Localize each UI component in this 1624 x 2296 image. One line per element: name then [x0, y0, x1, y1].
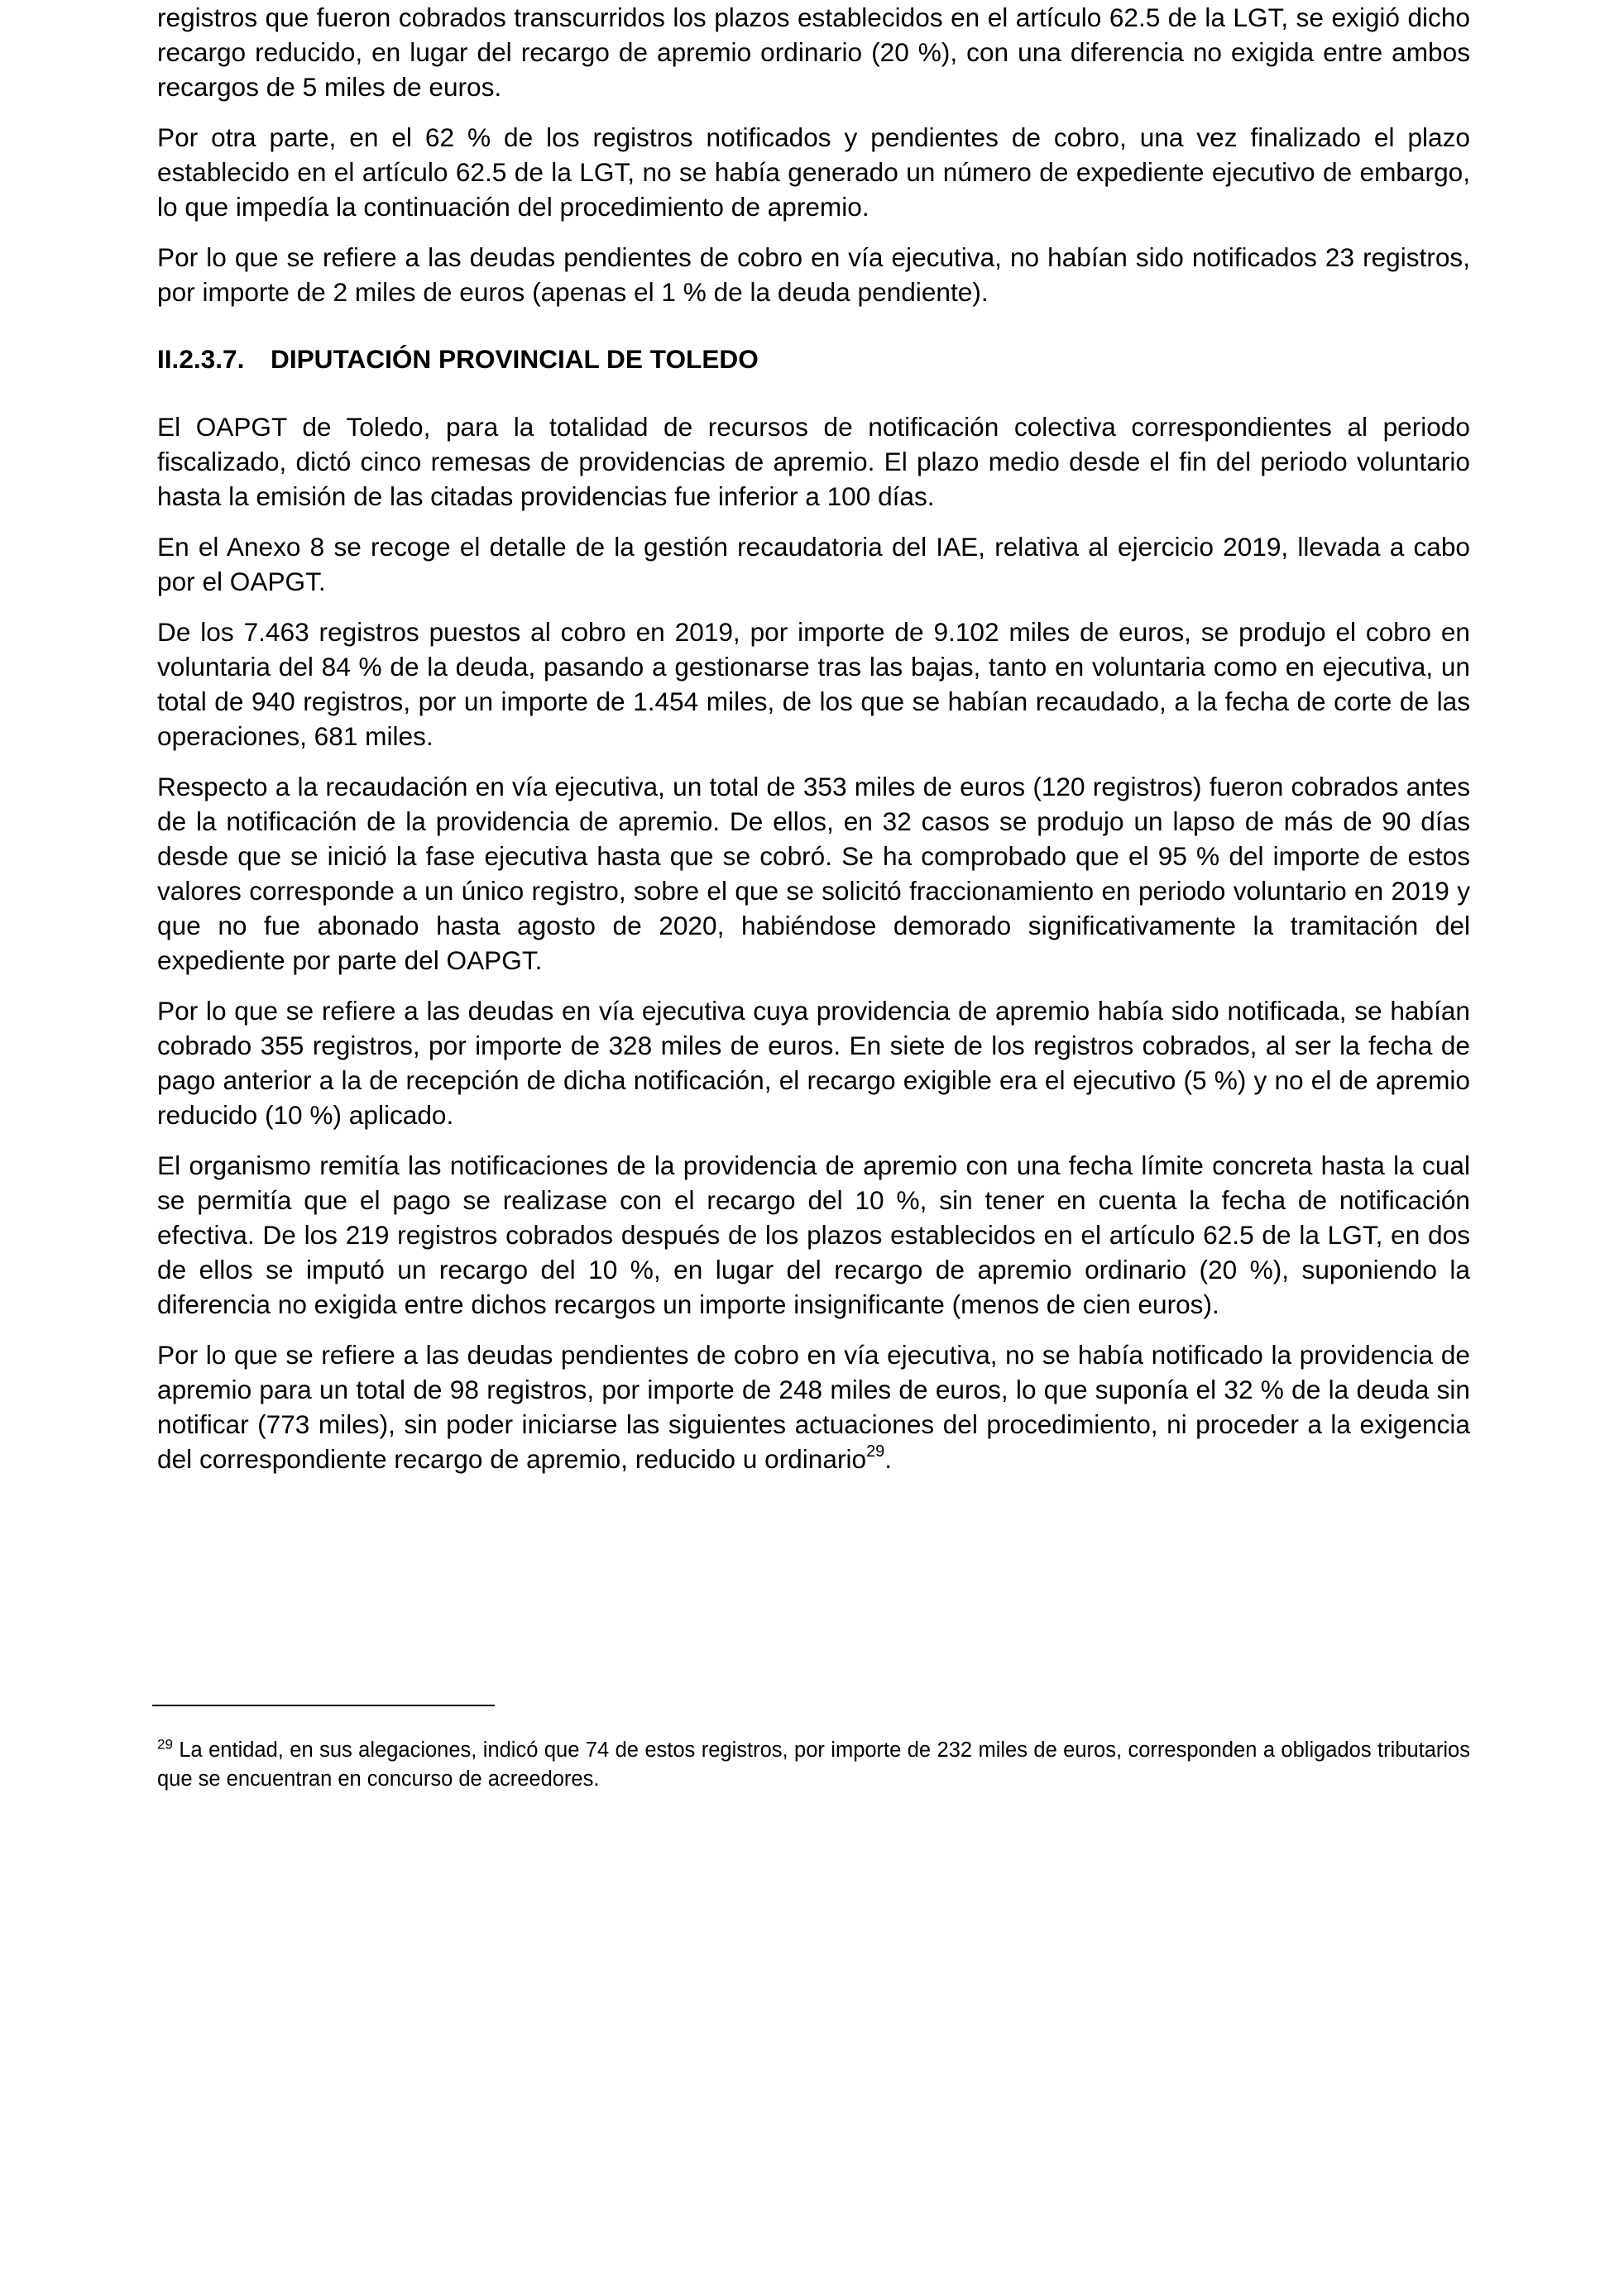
paragraph: El OAPGT de Toledo, para la totalidad de recursos de notificación colectiva correspondientes al periodo fiscalizado, dictó cinco remesas de providencias de apremio. El plazo medio desde el fin del periodo voluntario hasta la emisión de las citadas providencias fue inferior a 100 días. — [157, 412, 1470, 511]
paragraph: Respecto a la recaudación en vía ejecutiva, un total de 353 miles de euros (120 registros) fueron cobrados antes de la notificación de la providencia de apremio. De ellos, en 32 casos se produjo un lapso de más de 90 días desde que se inició la fase ejecutiva hasta que se cobró. Se ha comprobado que el 95 % del importe de estos valores corresponde a un único registro, sobre el que se solicitó fraccionamiento en periodo voluntario en 2019 y que no fue abonado hasta agosto de 2020, habiéndose demorado significativamente la tramitación del expediente por parte del OAPGT. — [157, 772, 1470, 975]
footnote — [157, 1736, 1470, 1794]
paragraph: En el Anexo 8 se recoge el detalle de la gestión recaudatoria del IAE, relativa al ejercicio 2019, llevada a cabo por el OAPGT. — [157, 532, 1470, 596]
footnote-separator — [152, 1705, 495, 1706]
paragraph: Por otra parte, en el 62 % de los registros notificados y pendientes de cobro, una vez finalizado el plazo establecido en el artículo 62.5 de la LGT, no se había generado un número de expediente ejecutivo de embargo, lo que impedía la continuación del procedimiento de apremio. — [157, 122, 1470, 222]
footnote-text: La entidad, en sus alegaciones, indicó que 74 de estos registros, por importe de 232 miles de euros, corresponden a obligados tributarios que se encuentran en concurso de acreedores. — [157, 1739, 1470, 1791]
paragraph: El organismo remitía las notificaciones de la providencia de apremio con una fecha límite concreta hasta la cual se permitía que el pago se realizase con el recargo del 10 %, sin tener en cuenta la fecha de notificación efectiva. De los 219 registros cobrados después de los plazos establecidos en el artículo 62.5 de la LGT, en dos de ellos se imputó un recargo del 10 %, en lugar del recargo de apremio ordinario (20 %), suponiendo la diferencia no exigida entre dichos recargos un importe insignificante (menos de cien euros). — [157, 1150, 1470, 1319]
paragraph: registros que fueron cobrados transcurridos los plazos establecidos en el artículo 62.5 de la LGT, se exigió dicho recargo reducido, en lugar del recargo de apremio ordinario (20 %), con una diferencia no exigida entre ambos recargos de 5 miles de euros. — [157, 2, 1470, 102]
footnote-reference[interactable]: 29 — [866, 1442, 885, 1461]
paragraph: Por lo que se refiere a las deudas en vía ejecutiva cuya providencia de apremio había sido notificada, se habían cobrado 355 registros, por importe de 328 miles de euros. En siete de los registros cobrados, al ser la fecha de pago anterior a la de recepción de dicha notificación, el recargo exigible era el ejecutivo (5 %) y no el de apremio reducido (10 %) aplicado. — [157, 996, 1470, 1130]
paragraph: De los 7.463 registros puestos al cobro en 2019, por importe de 9.102 miles de euros, se produjo el cobro en voluntaria del 84 % de la deuda, pasando a gestionarse tras las bajas, tanto en voluntaria como en ejecutiva, un total de 940 registros, por un importe de 1.454 miles, de los que se habían recaudado, a la fecha de corte de las operaciones, 681 miles. — [157, 617, 1470, 751]
paragraph: Por lo que se refiere a las deudas pendientes de cobro en vía ejecutiva, no habían sido notificados 23 registros, por importe de 2 miles de euros (apenas el 1 % de la deuda pendiente). — [157, 242, 1470, 307]
section-number: II.2.3.7. — [157, 344, 245, 374]
footnote-number: 29 — [157, 1736, 173, 1753]
page-body — [157, 0, 1470, 1492]
section-title: DIPUTACIÓN PROVINCIAL DE TOLEDO — [271, 344, 759, 374]
paragraph-text: Por lo que se refiere a las deudas pendientes de cobro en vía ejecutiva, no se había notificado la providencia de apremio para un total de 98 registros, por importe de 248 miles de euros, lo que suponía el 32 % de la deuda sin notificar (773 miles), sin poder iniciarse las siguientes actuaciones del procedimiento, ni proceder a la exigencia del correspondiente recargo de apremio, reducido u ordinario — [157, 1340, 1470, 1474]
paragraph-with-footnote — [157, 1337, 1470, 1476]
paragraph-trailing: . — [884, 1444, 893, 1474]
section-heading — [157, 342, 1470, 376]
